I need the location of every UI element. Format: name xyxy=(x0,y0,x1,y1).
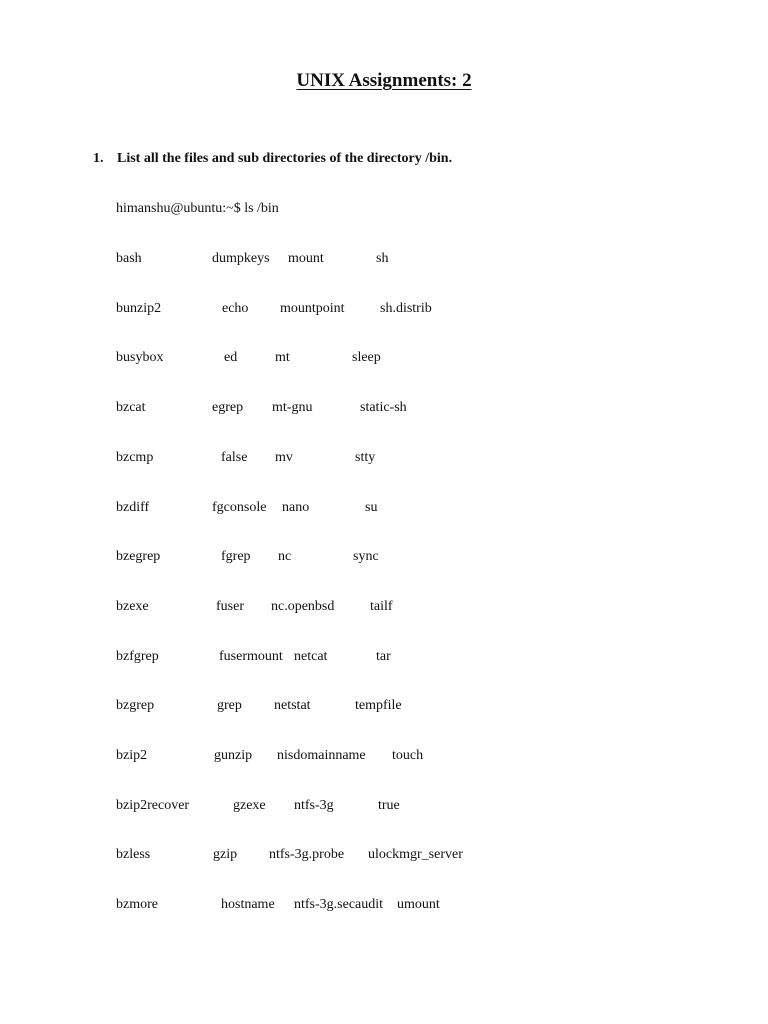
listing-row xyxy=(0,748,768,768)
listing-row xyxy=(0,500,768,520)
listing-entry: touch xyxy=(392,748,424,763)
listing-entry: bzgrep xyxy=(116,698,155,714)
listing-entry: sleep xyxy=(352,350,381,366)
listing-entry: bzip2 xyxy=(116,748,148,763)
listing-entry: sh xyxy=(376,251,389,266)
listing-row xyxy=(0,549,768,569)
listing-entry: hostname xyxy=(221,897,275,913)
listing-entry: false xyxy=(221,449,248,465)
question-text: List all the files and sub directories of the directory /bin. xyxy=(117,151,453,166)
listing-entry: bunzip2 xyxy=(116,300,162,316)
listing-entry: sh.distrib xyxy=(380,300,432,316)
listing-row xyxy=(0,251,768,271)
listing-entry: nisdomainname xyxy=(277,748,366,763)
listing-row xyxy=(0,649,768,669)
listing-entry: dumpkeys xyxy=(212,251,270,266)
listing-entry: bzfgrep xyxy=(116,648,159,664)
listing-row xyxy=(0,847,768,867)
listing-entry: ntfs-3g.probe xyxy=(269,847,345,863)
listing-entry: mv xyxy=(275,449,293,465)
listing-entry: bzmore xyxy=(116,897,158,913)
listing-entry: bzcmp xyxy=(116,449,154,465)
listing-entry: gunzip xyxy=(214,748,253,763)
listing-entry: tar xyxy=(376,648,391,664)
listing-entry: bash xyxy=(116,251,142,266)
listing-row xyxy=(0,798,768,818)
listing-row xyxy=(0,350,768,370)
listing-entry: bzip2recover xyxy=(116,797,190,813)
listing-entry: fuser xyxy=(216,598,244,614)
listing-row xyxy=(0,400,768,420)
listing-entry: bzexe xyxy=(116,598,149,614)
listing-entry: nc.openbsd xyxy=(271,598,335,614)
listing-entry: ntfs-3g.secaudit xyxy=(294,897,384,913)
listing-entry: fgrep xyxy=(221,549,251,565)
listing-entry: true xyxy=(378,797,400,813)
listing-entry: mountpoint xyxy=(280,300,345,316)
listing-entry: fusermount xyxy=(219,648,283,664)
listing-entry: tailf xyxy=(370,598,393,614)
listing-entry: gzexe xyxy=(233,797,266,813)
question-1 xyxy=(93,151,452,167)
question-number: 1. xyxy=(93,151,104,166)
listing-entry: ulockmgr_server xyxy=(368,847,463,863)
listing-entry: egrep xyxy=(212,400,244,416)
listing-entry: stty xyxy=(355,449,376,465)
listing-entry: mount xyxy=(288,251,324,266)
listing-row xyxy=(0,450,768,470)
listing-row xyxy=(0,897,768,917)
listing-entry: bzdiff xyxy=(116,499,150,515)
shell-prompt-line: himanshu@ubuntu:~$ ls /bin xyxy=(116,201,279,216)
listing-entry: mt xyxy=(275,350,290,366)
listing-entry: fgconsole xyxy=(212,499,267,515)
listing-entry: netstat xyxy=(274,698,311,714)
listing-entry: umount xyxy=(397,897,440,913)
listing-entry: static-sh xyxy=(360,400,407,416)
listing-row xyxy=(0,698,768,718)
listing-entry: ntfs-3g xyxy=(294,797,334,813)
listing-entry: bzcat xyxy=(116,400,146,416)
listing-entry: gzip xyxy=(213,847,238,863)
listing-entry: su xyxy=(365,499,378,515)
listing-entry: echo xyxy=(222,300,249,316)
listing-entry: grep xyxy=(217,698,242,714)
listing-entry: bzegrep xyxy=(116,549,161,565)
listing-entry: busybox xyxy=(116,350,164,366)
document-title: UNIX Assignments: 2 xyxy=(296,70,472,91)
listing-entry: sync xyxy=(353,549,379,565)
listing-entry: ed xyxy=(224,350,238,366)
listing-entry: nano xyxy=(282,499,310,515)
listing-entry: mt-gnu xyxy=(272,400,313,416)
listing-entry: netcat xyxy=(294,648,328,664)
listing-entry: tempfile xyxy=(355,698,402,714)
listing-entry: nc xyxy=(278,549,292,565)
listing-row xyxy=(0,599,768,619)
listing-row xyxy=(0,301,768,321)
listing-entry: bzless xyxy=(116,847,151,863)
